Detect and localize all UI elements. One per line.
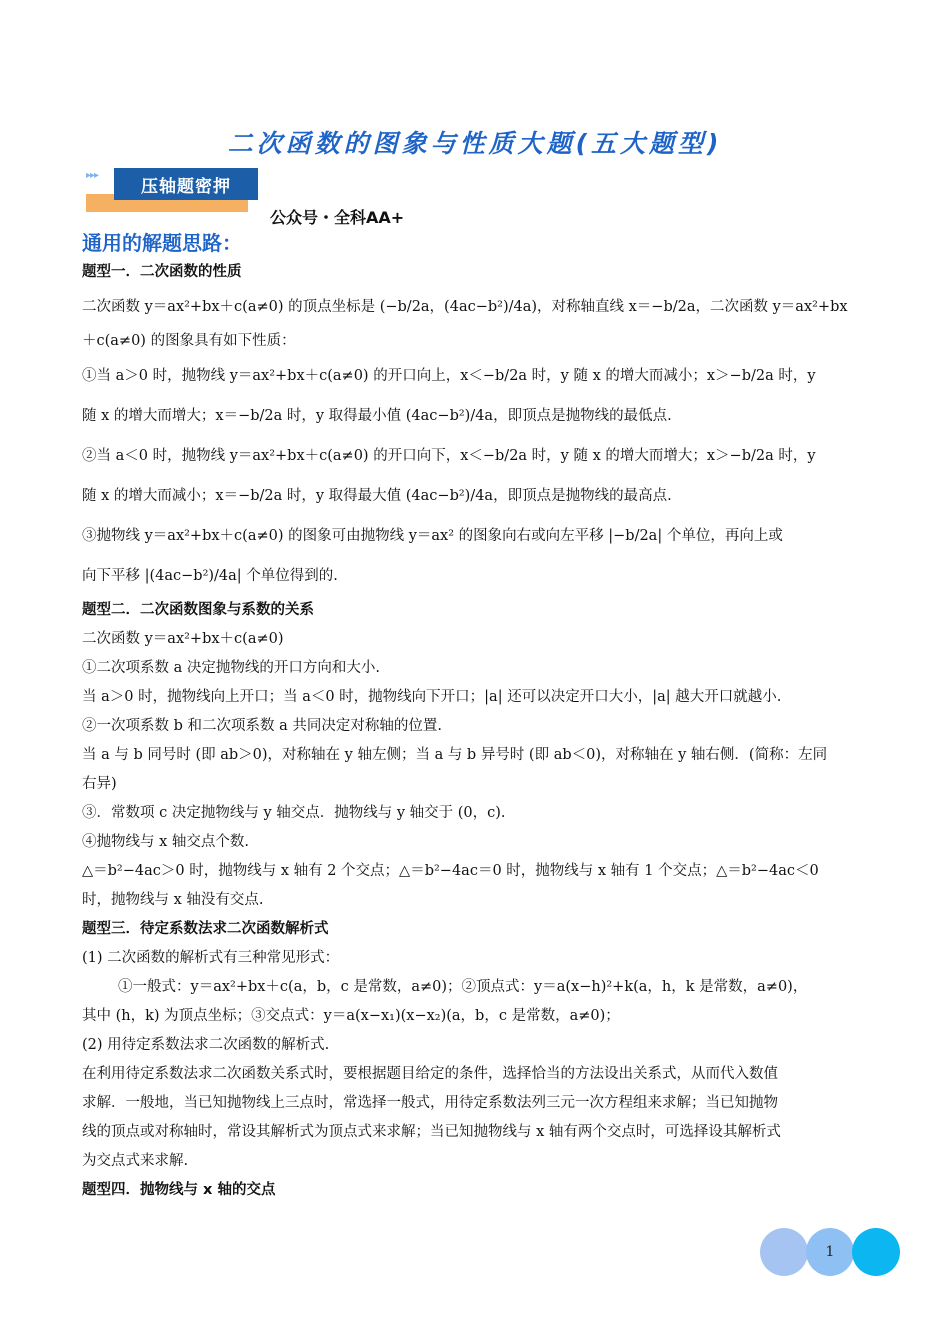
body-line: 为交点式来求解. — [82, 1153, 189, 1169]
wechat-account-text: 公众号・全科AA+ — [270, 208, 405, 227]
document-body — [82, 258, 872, 1205]
page-circle-right — [852, 1228, 900, 1276]
body-line: ③抛物线 y＝ax²+bx＋c(a≠0) 的图象可由抛物线 y＝ax² 的图象向右或向左平移 |−b/2a| 个单位，再向上或 — [82, 528, 783, 544]
body-line: 求解．一般地，当已知抛物线上三点时，常选择一般式，用待定系数法列三元一次方程组来求解；当已知抛物 — [82, 1095, 778, 1111]
body-line: 当 a＞0 时，抛物线向上开口；当 a＜0 时，抛物线向下开口；|a| 还可以决定开口大小，|a| 越大开口就越小. — [82, 689, 782, 705]
document-title: 二次函数的图象与性质大题(五大题型) — [227, 129, 723, 158]
banner-arrows-icon: ▸▸▸ — [86, 170, 99, 181]
body-line: 向下平移 |(4ac−b²)/4a| 个单位得到的. — [82, 568, 338, 584]
section-heading: 题型二．二次函数图象与系数的关系 — [82, 602, 314, 618]
body-line: 随 x 的增大而增大；x＝−b/2a 时，y 取得最小值 (4ac−b²)/4a，即顶点是抛物线的最低点. — [82, 408, 672, 424]
body-line: ③．常数项 c 决定抛物线与 y 轴交点．抛物线与 y 轴交于 (0，c). — [82, 805, 506, 821]
body-line: 当 a 与 b 同号时 (即 ab＞0)，对称轴在 y 轴左侧；当 a 与 b 异号时 (即 ab＜0)，对称轴在 y 轴右侧．(简称：左同 — [82, 747, 828, 763]
body-line: 二次函数 y＝ax²+bx＋c(a≠0) — [82, 631, 284, 647]
page-circle-left — [760, 1228, 808, 1276]
body-line: ②一次项系数 b 和二次项系数 a 共同决定对称轴的位置. — [82, 718, 442, 734]
section-heading: 题型一．二次函数的性质 — [82, 264, 242, 280]
body-line: 在利用待定系数法求二次函数关系式时，要根据题目给定的条件，选择恰当的方法设出关系式，从而代入数值 — [82, 1066, 778, 1082]
section-subheading: 通用的解题思路： — [82, 231, 242, 255]
body-line: 右异) — [82, 776, 117, 792]
section-heading: 题型四．抛物线与 x 轴的交点 — [82, 1182, 276, 1198]
section-banner — [86, 166, 254, 214]
page-number: 1 — [825, 1244, 835, 1260]
banner-label: 压轴题密押 — [114, 168, 258, 200]
body-line: ①一般式：y＝ax²+bx＋c(a，b，c 是常数，a≠0)；②顶点式：y＝a(x−h)²+k(a，h，k 是常数，a≠0)， — [118, 979, 808, 995]
body-line: (2) 用待定系数法求二次函数的解析式. — [82, 1037, 330, 1053]
body-line: 时，抛物线与 x 轴没有交点. — [82, 892, 264, 908]
body-line: △＝b²−4ac＞0 时，抛物线与 x 轴有 2 个交点；△＝b²−4ac＝0 时，抛物线与 x 轴有 1 个交点；△＝b²−4ac＜0 — [82, 863, 819, 879]
body-line: 二次函数 y＝ax²+bx＋c(a≠0) 的顶点坐标是 (−b/2a，(4ac−b²)/4a)，对称轴直线 x＝−b/2a，二次函数 y＝ax²+bx — [82, 299, 848, 315]
body-line: ④抛物线与 x 轴交点个数. — [82, 834, 250, 850]
body-line: ①二次项系数 a 决定抛物线的开口方向和大小. — [82, 660, 380, 676]
body-line: (1) 二次函数的解析式有三种常见形式： — [82, 950, 340, 966]
body-line: ①当 a＞0 时，抛物线 y＝ax²+bx＋c(a≠0) 的开口向上，x＜−b/2a 时，y 随 x 的增大而减小；x＞−b/2a 时，y — [82, 368, 816, 384]
body-line: 线的顶点或对称轴时，常设其解析式为顶点式来求解；当已知抛物线与 x 轴有两个交点时，可选择设其解析式 — [82, 1124, 781, 1140]
body-line: ②当 a＜0 时，抛物线 y＝ax²+bx＋c(a≠0) 的开口向下，x＜−b/2a 时，y 随 x 的增大而增大；x＞−b/2a 时，y — [82, 448, 816, 464]
body-line: 其中 (h，k) 为顶点坐标；③交点式：y＝a(x−x₁)(x−x₂)(a，b，c 是常数，a≠0)； — [82, 1008, 620, 1024]
body-line: ＋c(a≠0) 的图象具有如下性质： — [82, 333, 296, 349]
section-heading: 题型三．待定系数法求二次函数解析式 — [82, 921, 329, 937]
body-line: 随 x 的增大而减小；x＝−b/2a 时，y 取得最大值 (4ac−b²)/4a，即顶点是抛物线的最高点. — [82, 488, 672, 504]
page-number-badge — [760, 1228, 900, 1276]
